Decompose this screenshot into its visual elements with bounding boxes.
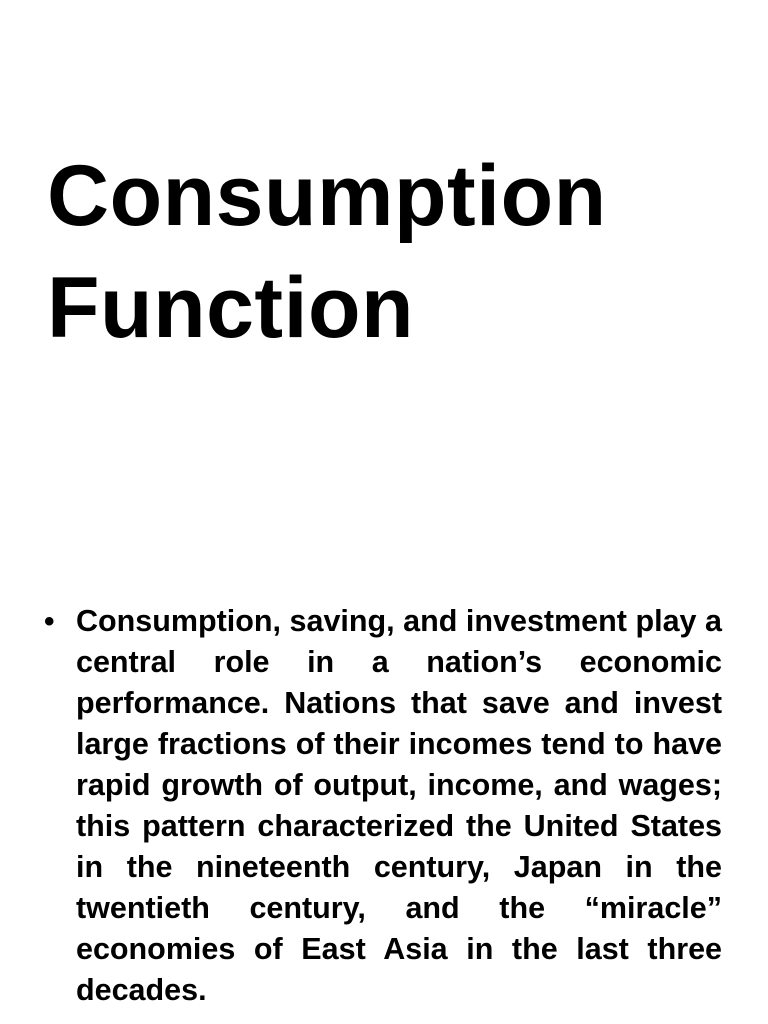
slide-title-line-2: Function xyxy=(47,260,415,356)
slide-title-line-1: Consumption xyxy=(47,148,607,244)
bullet-icon: • xyxy=(44,605,55,638)
bullet-list xyxy=(42,601,722,1011)
slide-title xyxy=(47,140,747,364)
bullet-item xyxy=(42,601,722,1011)
bullet-text: Consumption, saving, and investment play a central role in a nation’s economic performance. Nations that save and invest large fractions of their incomes tend to have rapid growth of output, income, and wages; this pattern characterized the United States in the nineteenth century, Japan in the twentieth century, and the “miracle” economies of East Asia in the last three decades. xyxy=(76,604,722,1007)
